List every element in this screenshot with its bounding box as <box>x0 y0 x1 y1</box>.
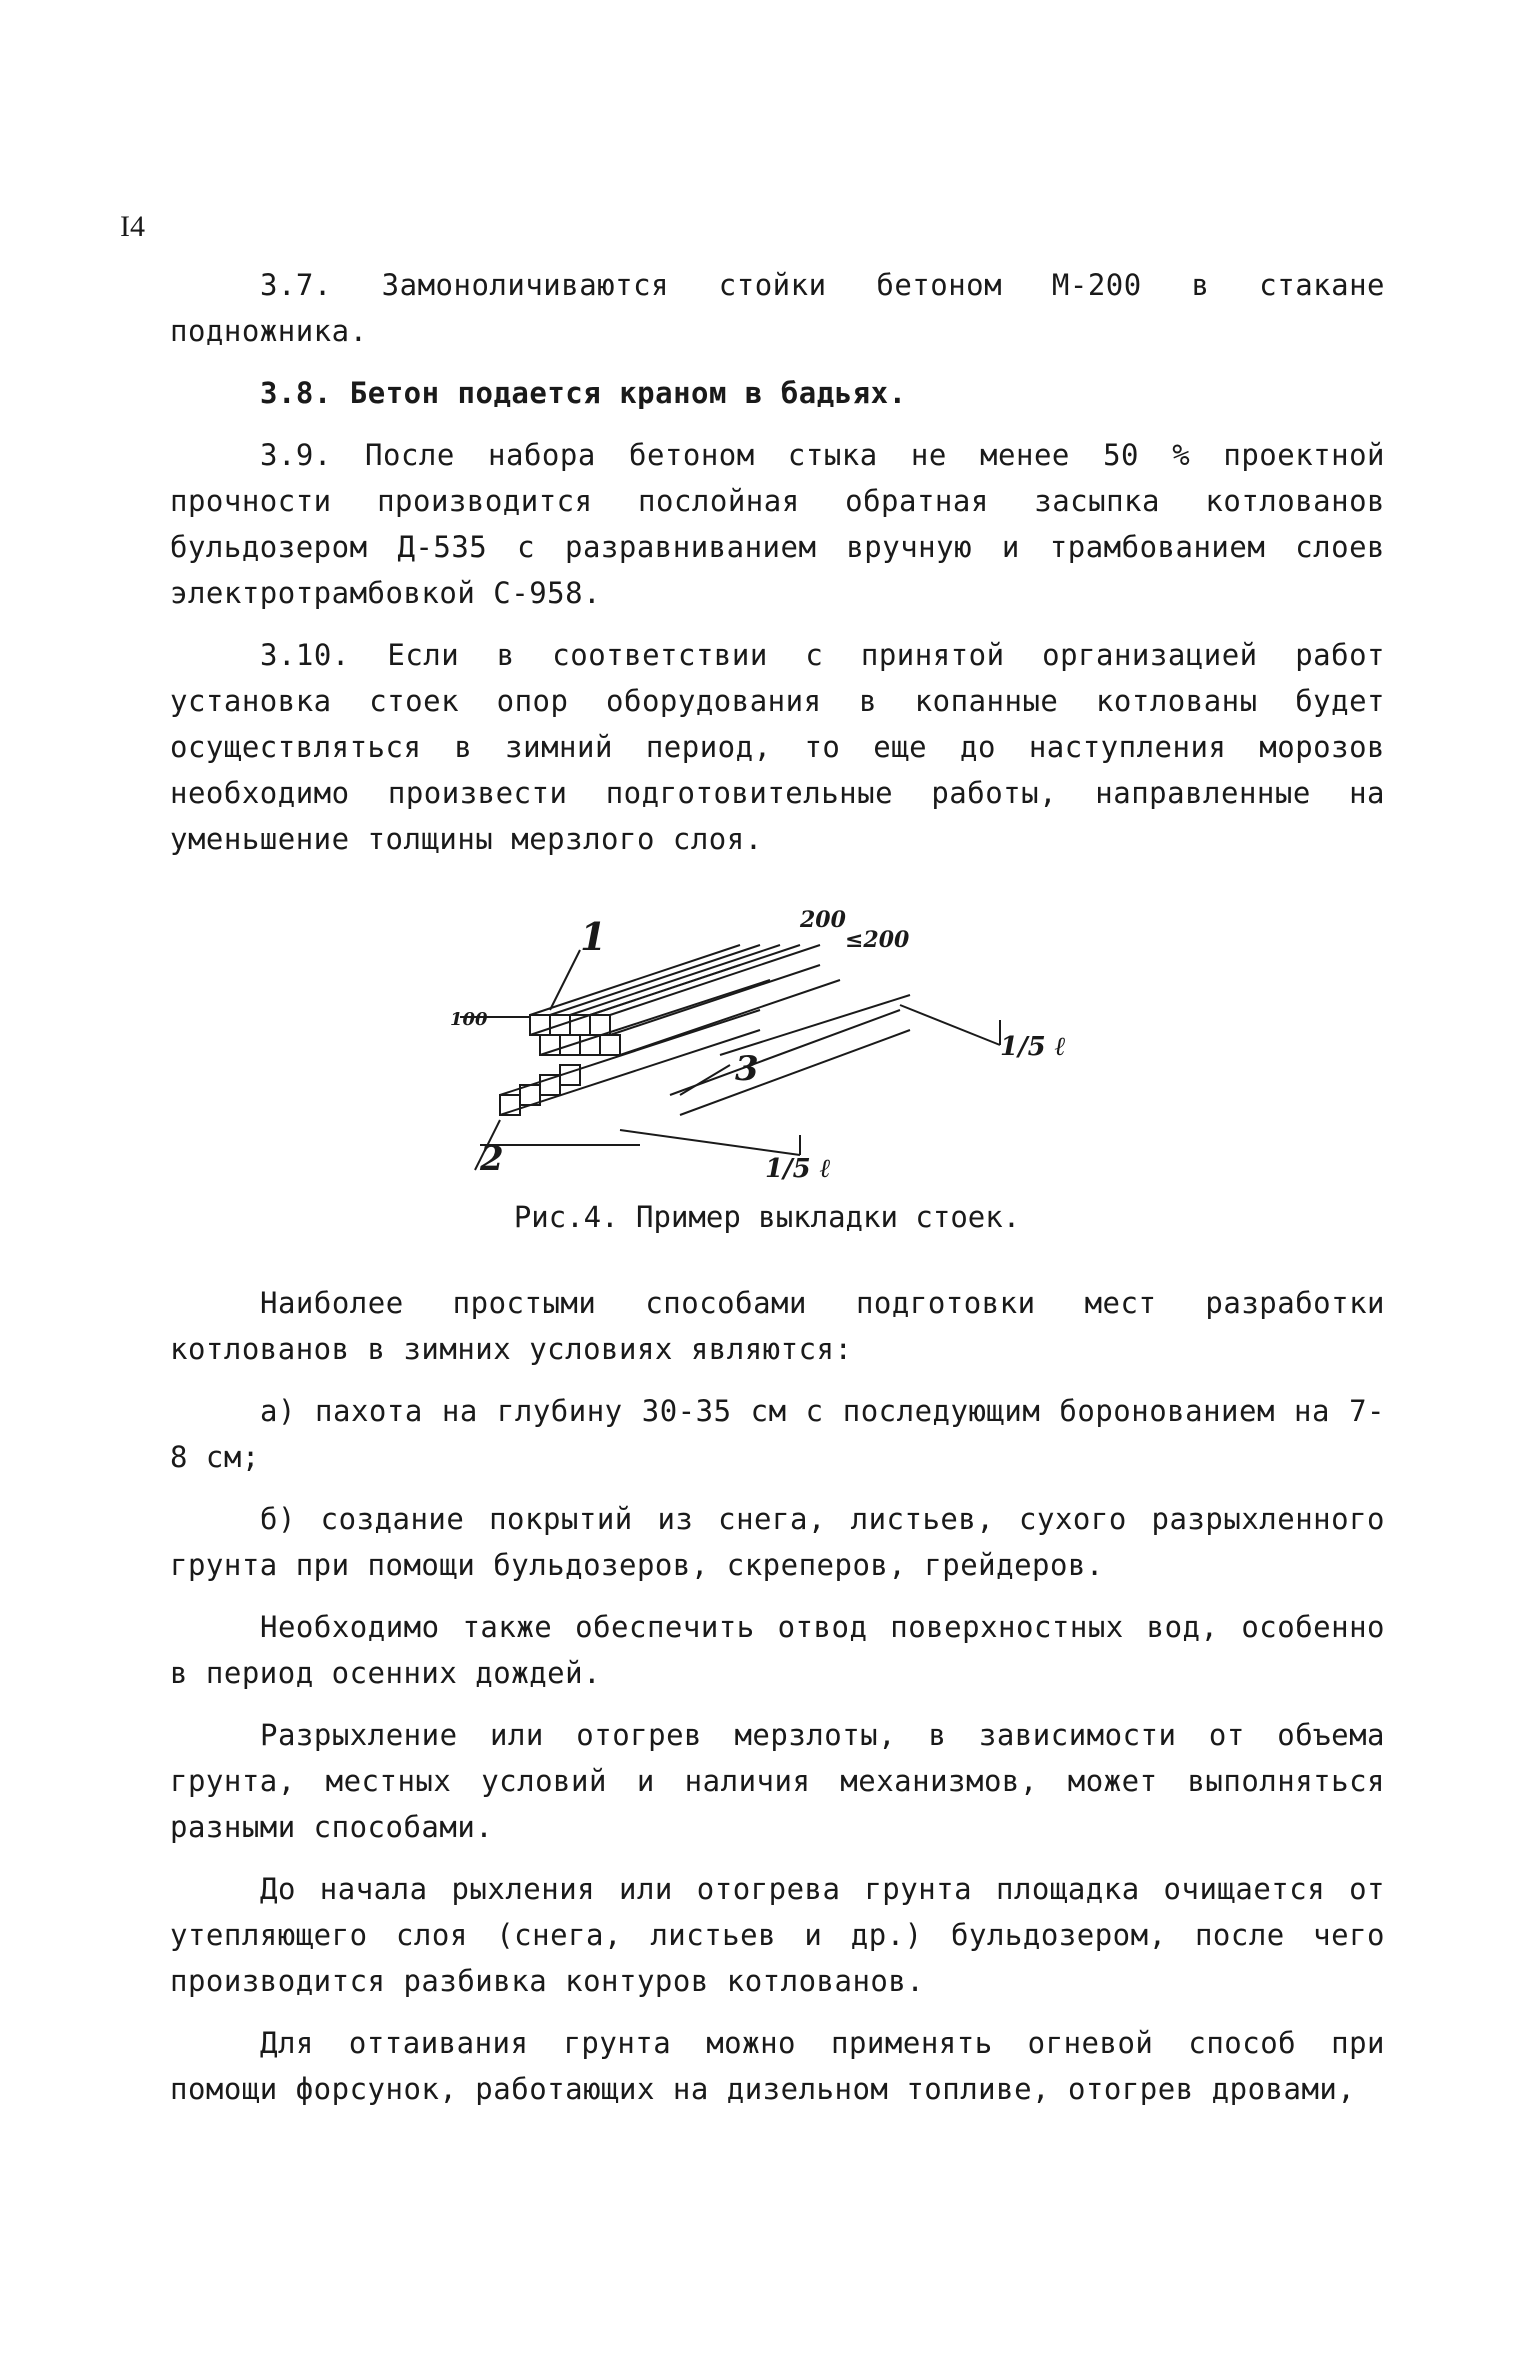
stacked-posts-drawing <box>460 945 1000 1170</box>
paragraph-item-b: б) создание покрытий из снега, листьев, сухого разрыхленного грунта при помощи бульдозеров, скреперов, грейдеров. <box>170 1502 1385 1582</box>
figure-post-stacking <box>440 905 1080 1185</box>
paragraph-thawing: Для оттаивания грунта можно применять огневой способ при помощи форсунок, работающих на дизельном топливе, отогрев дровами, <box>170 2026 1385 2106</box>
label-200: 200 <box>800 907 846 933</box>
paragraph-loosening: Разрыхление или отогрев мерзлоты, в зависимости от объема грунта, местных условий и наличия механизмов, может выполняться разными способами. <box>170 1718 1385 1844</box>
paragraph-3-7: 3.7. Замоноличиваются стойки бетоном М-200 в стакане подножника. <box>170 268 1385 348</box>
paragraph-3-10: 3.10. Если в соответствии с принятой организацией работ установка стоек опор оборудования в копанные котлованы будет осуществляться в зимний период, то еще до наступления морозов необходимо произвести подготовительные работы, направленные на уменьшение толщины мерзлого слоя. <box>170 638 1385 856</box>
paragraph-drainage: Необходимо также обеспечить отвод поверхностных вод, особенно в период осенних дождей. <box>170 1610 1385 1690</box>
paragraph-site-clearing: До начала рыхления или отогрева грунта площадка очищается от утепляющего слоя (снега, листьев и др.) бульдозером, после чего производится разбивка контуров котлованов. <box>170 1872 1385 1998</box>
paragraph-item-a: а) пахота на глубину 30-35 см с последующим боронованием на 7-8 см; <box>170 1394 1385 1474</box>
figure-caption: Рис.4. Пример выкладки стоек. <box>513 1200 1021 1234</box>
label-2: 2 <box>480 1139 504 1179</box>
label-1: 1 <box>580 914 607 959</box>
label-fifth-l-bottom: 1/5 ℓ <box>765 1154 831 1184</box>
label-3: 3 <box>735 1049 759 1089</box>
label-fifth-l-right: 1/5 ℓ <box>1000 1032 1066 1062</box>
paragraph-3-9: 3.9. После набора бетоном стыка не менее 50 % проектной прочности производится послойная обратная засыпка котлованов бульдозером Д-535 с разравниванием вручную и трамбованием слоев электротрамбовкой С-958. <box>170 438 1385 610</box>
paragraph-3-8: 3.8. Бетон подается краном в бадьях. <box>260 376 907 410</box>
paragraph-winter-methods: Наиболее простыми способами подготовки мест разработки котлованов в зимних условиях являются: <box>170 1286 1385 1366</box>
page-number: I4 <box>120 210 145 243</box>
label-le200: ≤200 <box>845 927 910 953</box>
label-100: 100 <box>450 1009 488 1030</box>
